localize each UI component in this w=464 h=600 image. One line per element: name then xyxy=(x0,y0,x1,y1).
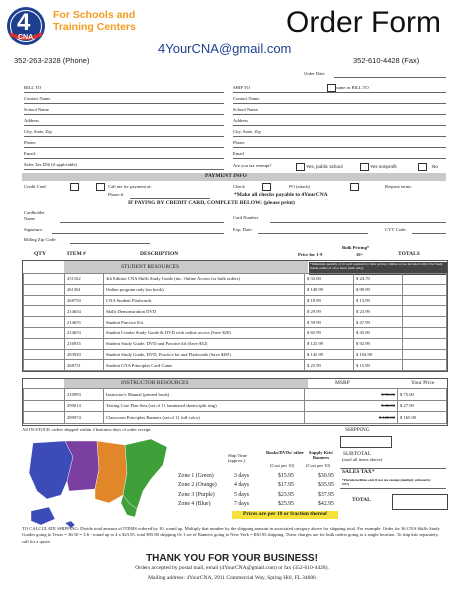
col-totals: TOTALS xyxy=(398,251,420,257)
checks-payable-note: *Make all checks payable to 4YourCNA xyxy=(234,192,328,198)
item-price: $ 149.99 xyxy=(305,284,354,295)
table-row xyxy=(24,284,447,295)
contact-email[interactable]: 4YourCNA@gmail.com xyxy=(158,41,292,56)
qty-cell[interactable] xyxy=(24,327,65,338)
table-row xyxy=(24,274,447,285)
col-qty: QTY xyxy=(34,251,46,257)
exp-date-field[interactable] xyxy=(258,233,368,234)
col-price: Price for 1-9 xyxy=(298,252,323,257)
item-price: $ 65.99 xyxy=(305,327,354,338)
item-msrp: $ 96.00 xyxy=(305,389,398,401)
bill-phone-label: Phone xyxy=(24,140,36,145)
order-date-field[interactable] xyxy=(334,77,446,78)
cardholder-label: Cardholder Name xyxy=(24,210,45,221)
tax-no-checkbox[interactable] xyxy=(418,163,427,171)
page-title: Order Form xyxy=(286,6,442,39)
instructor-rows xyxy=(23,388,447,424)
tax-public-label: Yes, public school xyxy=(306,164,343,169)
sales-tax-id-field[interactable] xyxy=(24,169,224,170)
zone-time: 3 days xyxy=(234,472,249,479)
line-total[interactable] xyxy=(403,306,447,317)
bill-phone-field[interactable] xyxy=(24,147,224,148)
signature-label: Signature: xyxy=(24,227,43,232)
item-description: Instructor's Manual (printed book) xyxy=(104,389,305,401)
zone-time: 4 days xyxy=(234,482,249,489)
zone-books-cost: $23.95 xyxy=(278,491,294,498)
tax-nonprofit-checkbox[interactable] xyxy=(360,163,369,171)
call-me-checkbox[interactable] xyxy=(96,183,105,191)
col-description: DESCRIPTION xyxy=(140,251,179,257)
student-rows xyxy=(23,273,447,371)
table-row xyxy=(24,412,447,424)
zone-row xyxy=(176,490,346,500)
shipping-field[interactable] xyxy=(340,436,392,448)
zone-row xyxy=(176,471,346,481)
zone-kits-cost: $30.95 xyxy=(318,472,334,479)
bill-school-field[interactable] xyxy=(24,114,224,115)
call-phone-field[interactable] xyxy=(130,198,210,199)
cardholder-field[interactable] xyxy=(60,222,224,223)
table-row xyxy=(24,317,447,328)
sales-tax-label: SALES TAX* xyxy=(342,469,375,475)
tagline-line2: Training Centers xyxy=(53,21,136,33)
kits-subheader: (Cost per 10) xyxy=(306,463,331,468)
item-description: Skills Demonstration DVD xyxy=(104,306,305,317)
ship-address-field[interactable] xyxy=(233,125,446,126)
item-number: 289974 xyxy=(65,412,104,424)
item-price: $ 145.99 xyxy=(305,349,354,360)
ship-email-label: Email xyxy=(233,151,244,156)
zone-time: 5 days xyxy=(234,491,249,498)
table-row xyxy=(24,389,447,401)
item-msrp: $ 120.00 xyxy=(305,412,398,424)
ship-contact-label: Contact Name xyxy=(233,96,260,101)
books-header: Books/DVDs/ other xyxy=(266,450,304,455)
request-terms-label: Request terms xyxy=(385,184,412,189)
subtotal-note: (total all items above) xyxy=(342,457,383,462)
ship-phone-label: Phone xyxy=(233,140,245,145)
ship-time-header: Ship Time (approx.) xyxy=(228,453,248,463)
item-number: 268751 xyxy=(65,360,104,371)
table-row xyxy=(24,306,447,317)
ship-email-field[interactable] xyxy=(233,158,446,159)
line-total[interactable] xyxy=(403,274,447,285)
msrp-header: MSRP xyxy=(335,380,350,386)
subtotal-label: SUBTOTAL xyxy=(343,451,372,457)
item-description: Student Study Guide, DVD, Practice kit and Flashcards (Save $48!) xyxy=(104,349,305,360)
item-price: $ 59.99 xyxy=(305,317,354,328)
cvv-label: CVV Code: xyxy=(385,227,407,232)
instructor-table xyxy=(22,378,448,426)
ship-to-line xyxy=(233,92,446,93)
student-header xyxy=(64,261,308,273)
zone-time: 7 days xyxy=(234,501,249,508)
card-number-label: Card Number xyxy=(233,215,259,220)
qty-cell[interactable] xyxy=(24,284,65,295)
bill-email-label: Email: xyxy=(24,151,37,156)
cvv-field[interactable] xyxy=(412,233,446,234)
credit-card-checkbox[interactable] xyxy=(70,183,79,191)
mailing-address: Mailing address: 4YourCNA, 2911 Commercial Way, Spring Hill, FL 34606 xyxy=(148,575,316,581)
credit-card-note: IF PAYING BY CREDIT CARD, COMPLETE BELOW: (please print) xyxy=(128,200,295,206)
zone-books-cost: $25.95 xyxy=(278,501,294,508)
line-total[interactable] xyxy=(403,338,447,349)
item-bulk-price: $ 47.99 xyxy=(354,317,403,328)
qty-cell[interactable] xyxy=(24,317,65,328)
item-price: $ 29.99 xyxy=(305,306,354,317)
col-bulk-10: 10+ xyxy=(356,252,364,257)
item-description: 4th Edition CNA Skills Study Guide (inc. Online Access for bulk orders) xyxy=(104,274,305,285)
item-number: 283920 xyxy=(65,349,104,360)
zone-table xyxy=(176,471,346,509)
item-bulk-price: $ 92.99 xyxy=(354,338,403,349)
line-total[interactable] xyxy=(403,317,447,328)
same-as-billto-label: same as BILL TO xyxy=(336,85,369,90)
col-item: ITEM # xyxy=(67,251,86,257)
item-bulk-price: $ 13.99 xyxy=(354,295,403,306)
bill-email-field[interactable] xyxy=(24,158,224,159)
total-field[interactable] xyxy=(392,494,448,510)
table-row xyxy=(24,349,447,360)
zone-books-cost: $15.95 xyxy=(278,472,294,479)
ship-school-label: School Name xyxy=(233,107,258,112)
line-total[interactable] xyxy=(403,295,447,306)
zone-map-central xyxy=(95,441,127,503)
table-row xyxy=(24,400,447,412)
check-checkbox[interactable] xyxy=(262,183,271,191)
kits-header: Supply Kits/ Banners xyxy=(308,450,334,460)
zone-map-east xyxy=(123,439,167,509)
col-bulk: Bulk Pricing* xyxy=(342,245,370,250)
line-total[interactable] xyxy=(403,327,447,338)
item-description: Classroom Principles Banners (set of 11 full-color) xyxy=(104,412,305,424)
bill-to-line xyxy=(24,92,224,93)
your-price-header: Your Price xyxy=(411,380,435,386)
payment-title: PAYMENT INFO xyxy=(205,173,247,179)
item-number: 261361 xyxy=(65,284,104,295)
student-table xyxy=(22,260,448,372)
logo-number: 4 xyxy=(17,9,31,36)
item-your-price: $ 27.99 xyxy=(398,400,447,412)
ship-address-label: Address xyxy=(233,118,249,123)
sales-tax-note: *Florida facilities only if not tax exempt (multiply subtotal by 0.07) xyxy=(342,478,431,486)
bill-city-label: City, State, Zip xyxy=(24,129,52,134)
table-row xyxy=(24,327,447,338)
item-price: $ 33.00 xyxy=(305,274,354,285)
item-your-price: $ 75.00 xyxy=(398,389,447,401)
same-as-billto-checkbox[interactable] xyxy=(327,84,336,92)
qty-cell[interactable] xyxy=(24,306,65,317)
tagline-line1: For Schools and xyxy=(53,9,136,21)
tax-public-checkbox[interactable] xyxy=(296,163,305,171)
bill-city-field[interactable] xyxy=(24,136,224,137)
zone-price-note: Prices are per 10 or fraction thereof xyxy=(232,511,338,519)
table-row xyxy=(24,338,447,349)
item-your-price: $ 165.00 xyxy=(398,412,447,424)
card-number-field[interactable] xyxy=(270,222,446,223)
item-bulk-price: $ 45.00 xyxy=(354,327,403,338)
table-row xyxy=(24,360,447,371)
sales-tax-id-label: Sales Tax ID# (if applicable) xyxy=(24,162,77,167)
line-total[interactable] xyxy=(403,284,447,295)
zone-map-west xyxy=(29,441,73,499)
item-number: 251162 xyxy=(65,274,104,285)
logo xyxy=(6,6,46,46)
item-price: $ 125.99 xyxy=(305,338,354,349)
billing-zip-field[interactable] xyxy=(70,243,150,244)
tax-exempt-label: Are you tax exempt? xyxy=(233,163,272,168)
shipping-calc-note: TO CALCULATE SHIPPING: Divide total amount of ITEMS ordered by 10, round up. Multiply that number by the shipping amount in associated category above for shipping total. For example: Order for 36 CNA Skills Study Guides going to Texas = 36/10 = 3.6 - round up to 4 x $23.95, total $95.80 shipping Or 1 set of Banners going to New York = $30.95 shipping. These charges are for bulk orders going to a single location. To ship kits separately, call for a quote. xyxy=(22,526,440,544)
zone-books-cost: $17.95 xyxy=(278,482,294,489)
zone-name: Zone 2 (Orange) xyxy=(178,482,217,489)
item-number: 290014 xyxy=(65,400,104,412)
item-description: Student CNA Principles Card Game xyxy=(104,360,305,371)
item-description: CNA Student Flashcards xyxy=(104,295,305,306)
check-label: Check xyxy=(233,184,245,189)
books-subheader: (Cost per 10) xyxy=(270,463,295,468)
instructor-title: INSTRUCTOR RESOURCES xyxy=(121,380,189,386)
po-checkbox[interactable] xyxy=(350,183,359,191)
qty-cell[interactable] xyxy=(24,338,65,349)
zone-kits-cost: $35.95 xyxy=(318,482,334,489)
item-bulk-price: $ 104.99 xyxy=(354,349,403,360)
ship-contact-field[interactable] xyxy=(233,103,446,104)
shipping-label: SHIPPING xyxy=(345,427,370,433)
ship-school-field[interactable] xyxy=(233,114,446,115)
item-bulk-price: $ 15.99 xyxy=(354,360,403,371)
bill-contact-field[interactable] xyxy=(24,103,224,104)
table-row xyxy=(24,295,447,306)
qty-cell[interactable] xyxy=(24,389,65,401)
ship-phone-field[interactable] xyxy=(233,147,446,148)
zone-name: Zone 1 (Green) xyxy=(178,472,214,479)
student-title: STUDENT RESOURCES xyxy=(121,264,180,270)
order-date-label: Order Date xyxy=(304,71,325,76)
line-total[interactable] xyxy=(403,360,447,371)
bulk-note: *Minimum quantity of 10 each required for bulk pricing. Online access included with CNA Study Guide orders of 10 or more (bulk only). xyxy=(309,262,447,275)
thank-you: THANK YOU FOR YOUR BUSINESS! xyxy=(146,553,318,564)
signature-field[interactable] xyxy=(52,233,224,234)
qty-cell[interactable] xyxy=(24,400,65,412)
tagline xyxy=(53,9,136,33)
item-description: Student Study Guide, DVD and Practice kit (Save $32) xyxy=(104,338,305,349)
po-label: PO (attach) xyxy=(289,184,311,189)
item-number: 214655 xyxy=(65,317,104,328)
item-description: Testing Care Plan Sets (set of 11 laminated sheets/split ring) xyxy=(104,400,305,412)
zone-row xyxy=(176,481,346,491)
zone-kits-cost: $42.95 xyxy=(318,501,334,508)
zone-row xyxy=(176,500,346,510)
item-bulk-price: $ 24.70 xyxy=(354,274,403,285)
item-price: $ 25.99 xyxy=(305,360,354,371)
bill-school-label: School Name xyxy=(24,107,49,112)
fax-number: 352-610-4428 (Fax) xyxy=(353,56,420,65)
credit-card-label: Credit Card xyxy=(24,184,46,189)
zone-kits-cost: $37.95 xyxy=(318,491,334,498)
line-total[interactable] xyxy=(403,349,447,360)
zone-name: Zone 4 (Blue) xyxy=(178,501,211,508)
ship-city-field[interactable] xyxy=(233,136,446,137)
item-number: 214654 xyxy=(65,306,104,317)
sales-tax-field[interactable] xyxy=(340,488,446,489)
zone-name: Zone 3 (Purple) xyxy=(178,491,215,498)
ship-city-label: City, State, Zip xyxy=(233,129,261,134)
call-me-label: Call me for payment at: xyxy=(108,184,152,189)
item-price: $ 19.99 xyxy=(305,295,354,306)
item-bulk-price: $ 99.99 xyxy=(354,284,403,295)
item-number: 214653 xyxy=(65,327,104,338)
item-description: Online program only (no book) xyxy=(104,284,305,295)
item-number: 210993 xyxy=(65,389,104,401)
order-accept-note: Orders accepted by postal mail, email (4YourCNA@gmail.com) or fax (352-610-4428). xyxy=(135,565,329,571)
item-description: Student Practice Kit xyxy=(104,317,305,328)
qty-cell[interactable] xyxy=(24,295,65,306)
us-zone-map xyxy=(25,433,175,533)
bill-address-field[interactable] xyxy=(24,125,224,126)
phone-num-label: Phone #: xyxy=(108,192,125,197)
shipping-note: All IN-STOCK orders shipped within 2 business days of order receipt. xyxy=(22,427,152,432)
total-label: TOTAL xyxy=(352,497,371,503)
billing-zip-label: Billing Zip Code: xyxy=(24,237,57,242)
exp-date-label: Exp. Date: xyxy=(233,227,253,232)
item-number: 216935 xyxy=(65,338,104,349)
qty-cell[interactable] xyxy=(24,349,65,360)
tax-no-label: No xyxy=(432,164,438,169)
bill-address-label: Address xyxy=(24,118,40,123)
qty-cell[interactable] xyxy=(24,360,65,371)
phone-number: 352-263-2328 (Phone) xyxy=(14,56,90,65)
tax-nonprofit-label: Yes nonprofit xyxy=(370,164,397,169)
item-number: 268750 xyxy=(65,295,104,306)
ship-to-label: SHIP TO xyxy=(233,85,250,90)
qty-cell[interactable] xyxy=(24,412,65,424)
bill-contact-label: Contact Name xyxy=(24,96,51,101)
qty-cell[interactable] xyxy=(24,274,65,285)
item-bulk-price: $ 23.99 xyxy=(354,306,403,317)
zone-map-alaska xyxy=(31,507,55,525)
item-description: Student Combo Study Guide & DVD with online access (Save $20) xyxy=(104,327,305,338)
bill-to-label: BILL TO xyxy=(24,85,42,90)
item-msrp: $ 42.00 xyxy=(305,400,398,412)
logo-text: CNA xyxy=(18,34,34,41)
